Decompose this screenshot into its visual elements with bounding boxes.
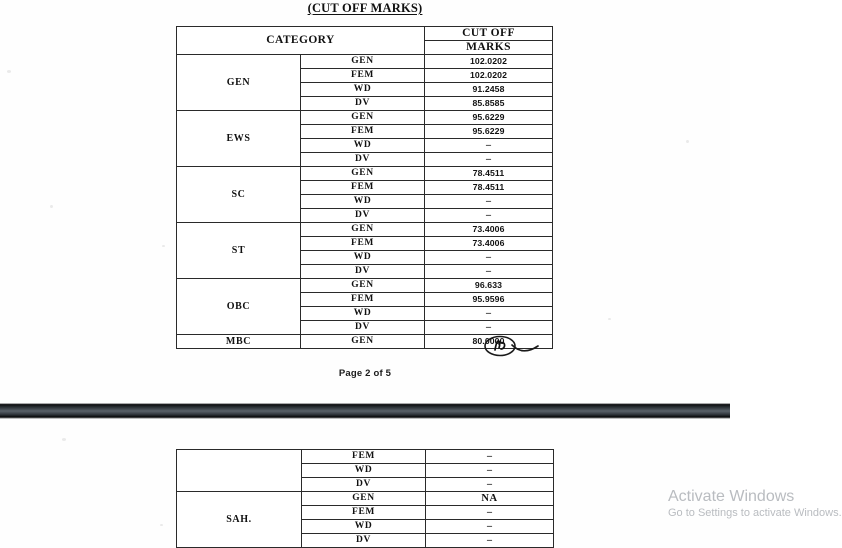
cut-off-value: –: [425, 265, 553, 279]
cut-off-value: 95.9596: [425, 293, 553, 307]
table-row: [177, 492, 554, 506]
subcategory-label: FEM: [301, 293, 425, 307]
subcategory-label: WD: [301, 195, 425, 209]
table-row: [177, 111, 553, 125]
cut-off-value: 80.0000: [425, 335, 553, 349]
table-body-continued: [177, 450, 554, 548]
page-title: (CUT OFF MARKS): [307, 1, 423, 15]
cut-off-value: 85.8585: [425, 97, 553, 111]
subcategory-label: WD: [301, 83, 425, 97]
category-label-empty: [177, 450, 302, 492]
cut-off-value: –: [425, 321, 553, 335]
activation-title: Activate Windows: [668, 488, 795, 505]
cut-off-value: –: [426, 506, 554, 520]
category-label: OBC: [177, 279, 301, 335]
cut-off-value: 78.4511: [425, 181, 553, 195]
cut-off-value: 91.2458: [425, 83, 553, 97]
cut-off-value: 73.4006: [425, 237, 553, 251]
subcategory-label: DV: [301, 265, 425, 279]
subcategory-label: GEN: [301, 335, 425, 349]
subcategory-label: DV: [301, 153, 425, 167]
column-header-cut-off-line2: MARKS: [425, 41, 553, 55]
subcategory-label: WD: [302, 464, 426, 478]
cut-off-value: NA: [426, 492, 554, 506]
subcategory-label: GEN: [302, 492, 426, 506]
subcategory-label: FEM: [302, 506, 426, 520]
cut-off-value: –: [425, 251, 553, 265]
subcategory-label: FEM: [301, 181, 425, 195]
subcategory-label: WD: [301, 139, 425, 153]
subcategory-label: FEM: [301, 125, 425, 139]
activation-subtitle: Go to Settings to activate Windows.: [668, 507, 842, 519]
category-label: GEN: [177, 55, 301, 111]
cut-off-value: –: [426, 464, 554, 478]
column-header-cut-off-line1: CUT OFF: [425, 27, 553, 41]
category-label: SAH.: [177, 492, 302, 548]
cut-off-marks-table-continued: [176, 449, 554, 548]
subcategory-label: FEM: [301, 69, 425, 83]
cut-off-value: 102.0202: [425, 69, 553, 83]
cut-off-value: 73.4006: [425, 223, 553, 237]
page-separator-band: [0, 403, 730, 419]
table-row: [177, 55, 553, 69]
page-number-footer: Page 2 of 5: [338, 368, 392, 379]
table-row: [177, 450, 554, 464]
cut-off-value: –: [425, 195, 553, 209]
cut-off-marks-table: [176, 26, 553, 349]
subcategory-label: DV: [301, 209, 425, 223]
cut-off-value: –: [426, 478, 554, 492]
cut-off-value: 96.633: [425, 279, 553, 293]
cut-off-value: –: [425, 209, 553, 223]
subcategory-label: WD: [302, 520, 426, 534]
cut-off-value: –: [426, 450, 554, 464]
category-label: MBC: [177, 335, 301, 349]
cut-off-value: –: [425, 139, 553, 153]
cut-off-value: 95.6229: [425, 125, 553, 139]
table-body: [177, 55, 553, 349]
cut-off-value: –: [426, 520, 554, 534]
cut-off-value: –: [425, 307, 553, 321]
category-label: SC: [177, 167, 301, 223]
cut-off-value: –: [425, 153, 553, 167]
subcategory-label: DV: [301, 97, 425, 111]
cut-off-value: –: [426, 534, 554, 548]
subcategory-label: DV: [302, 478, 426, 492]
cut-off-value: 95.6229: [425, 111, 553, 125]
subcategory-label: GEN: [301, 167, 425, 181]
cut-off-value: 102.0202: [425, 55, 553, 69]
table-header-row: [177, 27, 553, 41]
table-row: [177, 223, 553, 237]
category-label: EWS: [177, 111, 301, 167]
table-row: [177, 279, 553, 293]
subcategory-label: GEN: [301, 279, 425, 293]
column-header-category: CATEGORY: [177, 27, 425, 55]
subcategory-label: DV: [302, 534, 426, 548]
cut-off-value: 78.4511: [425, 167, 553, 181]
subcategory-label: FEM: [302, 450, 426, 464]
subcategory-label: GEN: [301, 55, 425, 69]
subcategory-label: FEM: [301, 237, 425, 251]
handwritten-signature: [476, 333, 546, 363]
subcategory-label: WD: [301, 251, 425, 265]
subcategory-label: GEN: [301, 111, 425, 125]
subcategory-label: GEN: [301, 223, 425, 237]
table-row: [177, 167, 553, 181]
category-label: ST: [177, 223, 301, 279]
subcategory-label: DV: [301, 321, 425, 335]
subcategory-label: WD: [301, 307, 425, 321]
